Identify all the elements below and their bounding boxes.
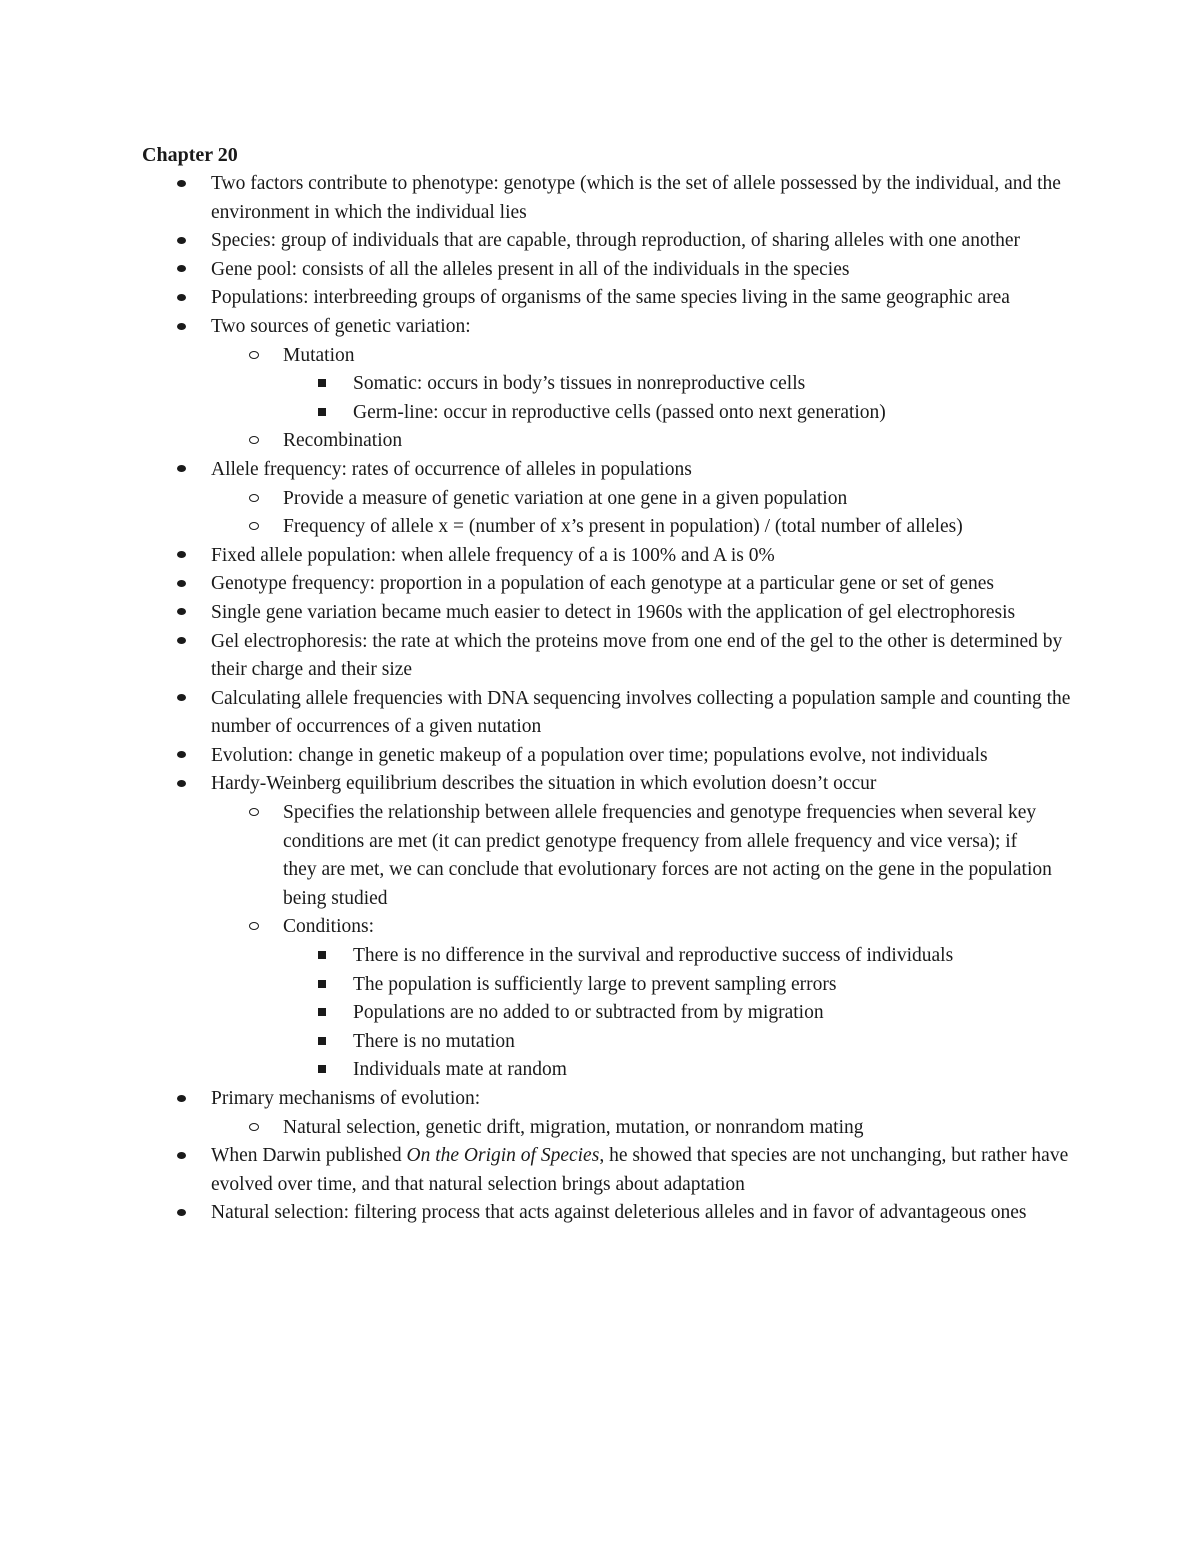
list-item: Gene pool: consists of all the alleles present in all of the individuals in the species — [0, 256, 1071, 285]
sub-list-item: Mutation — [0, 342, 1053, 371]
bullet-dot-icon — [177, 170, 186, 199]
bullet-dot-icon — [177, 1142, 186, 1171]
sub-sub-list-item: Populations are no added to or subtracted from by migration — [0, 999, 1053, 1028]
bullet-square-icon — [318, 370, 326, 399]
bullet-dot-icon — [177, 456, 186, 485]
sub-sub-list-item: Individuals mate at random — [0, 1056, 1053, 1085]
bullet-square-icon — [318, 999, 326, 1028]
sub-sub-list-item: Germ-line: occur in reproductive cells (passed onto next generation) — [0, 399, 1053, 428]
list-item: Calculating allele frequencies with DNA sequencing involves collecting a population sample and counting the number of occurrences of a given nutation — [0, 685, 1071, 742]
notes-list — [0, 170, 1200, 1228]
bullet-dot-icon — [177, 685, 186, 714]
bullet-dot-icon — [177, 256, 186, 285]
bullet-dot-icon — [177, 284, 186, 313]
list-item: Populations: interbreeding groups of organisms of the same species living in the same geographic area — [0, 284, 1071, 313]
bullet-circle-icon — [249, 799, 259, 828]
list-item: Hardy-Weinberg equilibrium describes the situation in which evolution doesn’t occur — [0, 770, 1071, 799]
list-item: Fixed allele population: when allele frequency of a is 100% and A is 0% — [0, 542, 1071, 571]
list-item: Two sources of genetic variation: — [0, 313, 1071, 342]
list-item: Species: group of individuals that are capable, through reproduction, of sharing alleles with one another — [0, 227, 1071, 256]
list-item: Evolution: change in genetic makeup of a population over time; populations evolve, not individuals — [0, 742, 1071, 771]
sub-list-item: Specifies the relationship between allele frequencies and genotype frequencies when several key conditions are met (it can predict genotype frequency from allele frequency and vice versa); if they are met, we can conclude that evolutionary forces are not acting on the gene in the population being studied — [0, 799, 1053, 913]
list-item: Primary mechanisms of evolution: — [0, 1085, 1071, 1114]
bullet-dot-icon — [177, 1199, 186, 1228]
bullet-square-icon — [318, 942, 326, 971]
sub-sub-list-item: There is no difference in the survival and reproductive success of individuals — [0, 942, 1053, 971]
bullet-dot-icon — [177, 227, 186, 256]
bullet-square-icon — [318, 1028, 326, 1057]
list-item: Two factors contribute to phenotype: genotype (which is the set of allele possessed by the individual, and the environment in which the individual lies — [0, 170, 1071, 227]
sub-list-item: Conditions: — [0, 913, 1053, 942]
list-item: Natural selection: filtering process that acts against deleterious alleles and in favor of advantageous ones — [0, 1199, 1071, 1228]
bullet-square-icon — [318, 971, 326, 1000]
sub-sub-list-item: The population is sufficiently large to prevent sampling errors — [0, 971, 1053, 1000]
bullet-square-icon — [318, 1056, 326, 1085]
bullet-square-icon — [318, 399, 326, 428]
sub-list-item: Frequency of allele x = (number of x’s present in population) / (total number of alleles) — [0, 513, 1053, 542]
bullet-dot-icon — [177, 742, 186, 771]
sub-list-item: Natural selection, genetic drift, migration, mutation, or nonrandom mating — [0, 1114, 1053, 1143]
bullet-circle-icon — [249, 485, 259, 514]
chapter-title: Chapter 20 — [142, 144, 238, 166]
sub-list-item: Recombination — [0, 427, 1053, 456]
bullet-dot-icon — [177, 599, 186, 628]
bullet-dot-icon — [177, 1085, 186, 1114]
darwin-text: When Darwin published On the Origin of Species, he showed that species are not unchanging, but rather have evolved over time, and that natural selection brings about adaptation — [211, 1145, 1069, 1195]
bullet-dot-icon — [177, 313, 186, 342]
bullet-dot-icon — [177, 628, 186, 657]
sub-sub-list-item: There is no mutation — [0, 1028, 1053, 1057]
bullet-circle-icon — [249, 1114, 259, 1143]
list-item: Gel electrophoresis: the rate at which the proteins move from one end of the gel to the other is determined by their charge and their size — [0, 628, 1071, 685]
book-title: On the Origin of Species — [406, 1145, 600, 1167]
bullet-dot-icon — [177, 542, 186, 571]
sub-sub-list-item: Somatic: occurs in body’s tissues in nonreproductive cells — [0, 370, 1053, 399]
bullet-dot-icon — [177, 770, 186, 799]
bullet-circle-icon — [249, 427, 259, 456]
list-item — [0, 1142, 1071, 1199]
list-item: Genotype frequency: proportion in a population of each genotype at a particular gene or set of genes — [0, 570, 1071, 599]
bullet-dot-icon — [177, 570, 186, 599]
sub-list-item: Provide a measure of genetic variation at one gene in a given population — [0, 485, 1053, 514]
list-item: Single gene variation became much easier to detect in 1960s with the application of gel electrophoresis — [0, 599, 1071, 628]
bullet-circle-icon — [249, 513, 259, 542]
list-item: Allele frequency: rates of occurrence of alleles in populations — [0, 456, 1071, 485]
bullet-circle-icon — [249, 342, 259, 371]
bullet-circle-icon — [249, 913, 259, 942]
